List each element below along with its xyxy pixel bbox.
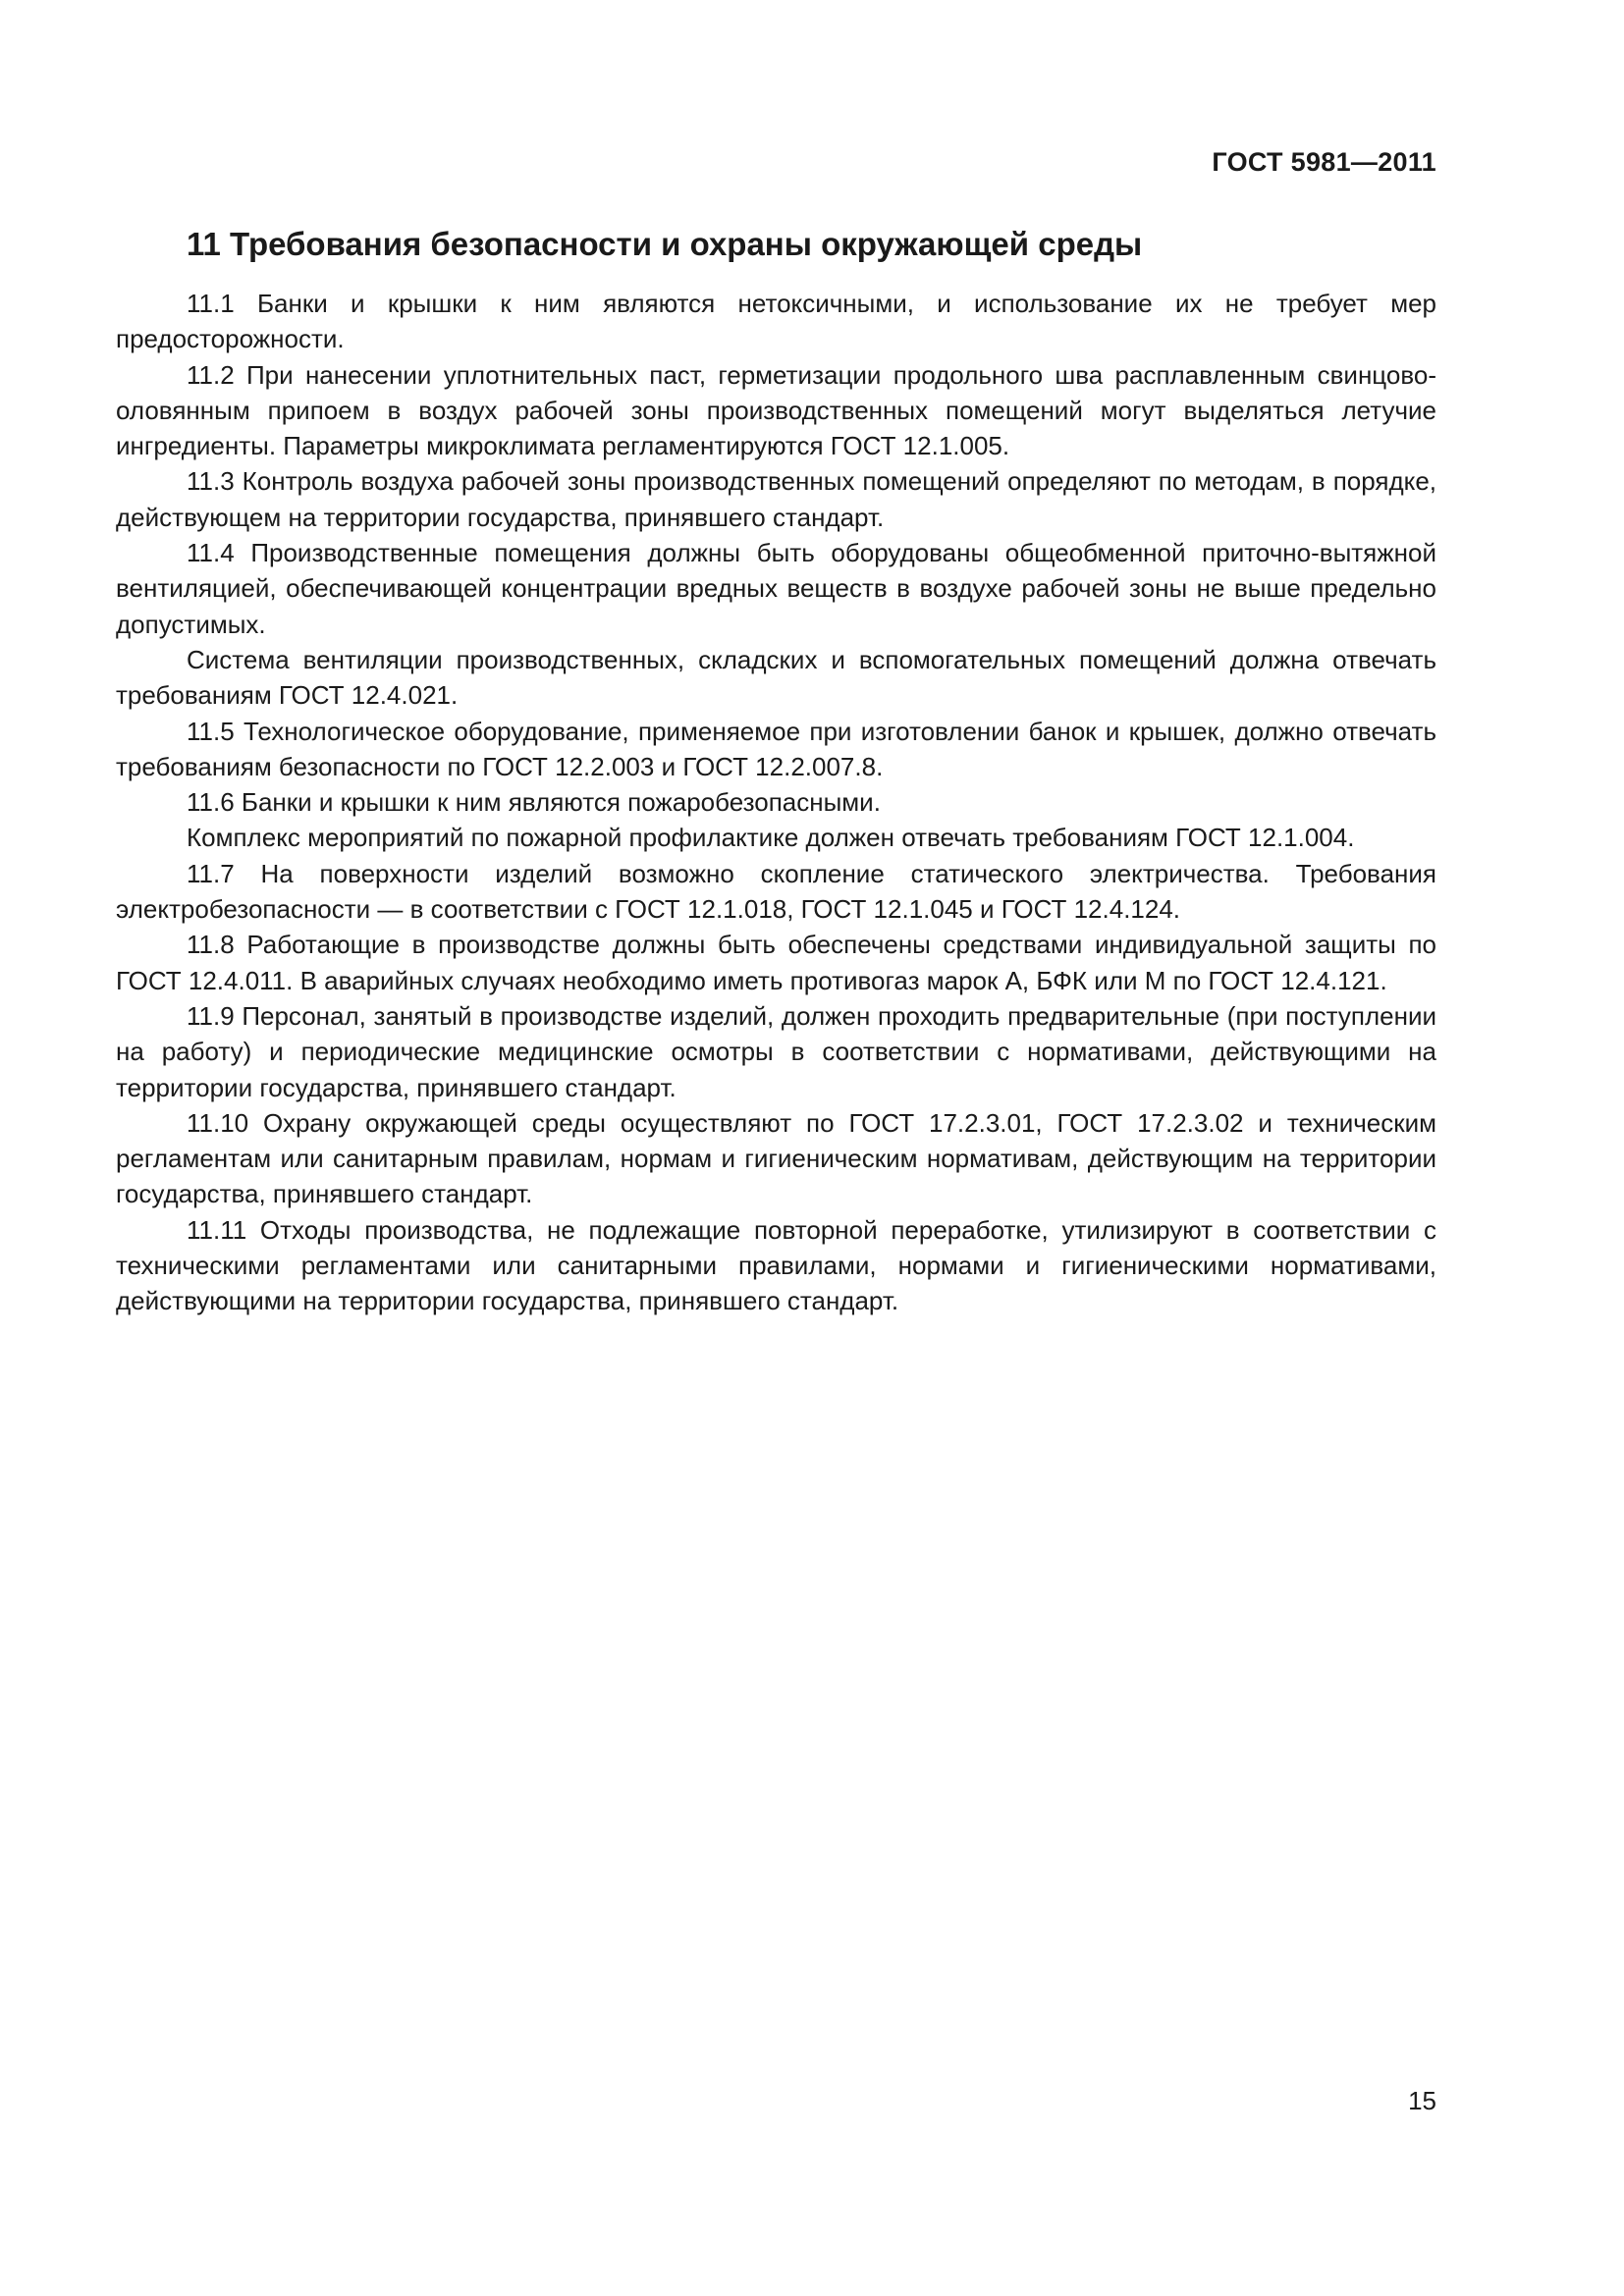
paragraph-11-5: 11.5 Технологическое оборудование, применяемое при изготовлении банок и крышек, должно отвечать требованиям безопасности по ГОСТ 12.2.003 и ГОСТ 12.2.007.8. <box>116 716 1436 781</box>
paragraph-11-3: 11.3 Контроль воздуха рабочей зоны производственных помещений определяют по методам, в порядке, действующем на территории государства, принявшего стандарт. <box>116 466 1436 532</box>
paragraph-11-6-fire: Комплекс мероприятий по пожарной профилактике должен отвечать требованиям ГОСТ 12.1.004. <box>187 823 1355 853</box>
paragraph-11-6: 11.6 Банки и крышки к ним являются пожаробезопасными. <box>187 787 881 818</box>
document-header-code: ГОСТ 5981—2011 <box>1212 147 1436 177</box>
paragraph-11-2: 11.2 При нанесении уплотнительных паст, герметизации продольного шва расплавленным свинцово-оловянным припоем в воздух рабочей зоны производственных помещений могут выделяться летучие ингредиенты. Параметры микроклимата регламентируются ГОСТ 12.1.005. <box>116 359 1436 461</box>
paragraph-11-8: 11.8 Работающие в производстве должны быть обеспечены средствами индивидуальной защиты по ГОСТ 12.4.011. В аварийных случаях необходимо иметь противогаз марок А, БФК или М по ГОСТ 12.4.121. <box>116 930 1436 995</box>
paragraph-11-11: 11.11 Отходы производства, не подлежащие повторной переработке, утилизируют в соответствии с техническими регламентами или санитарными правилами, нормами и гигиеническими нормативами, действующими на территории государства, принявшего стандарт. <box>116 1214 1436 1316</box>
section-title: 11 Требования безопасности и охраны окружающей среды <box>187 226 1143 262</box>
paragraph-11-7: 11.7 На поверхности изделий возможно скопление статического электричества. Требования электробезопасности — в соответствии с ГОСТ 12.1.018, ГОСТ 12.1.045 и ГОСТ 12.4.124. <box>116 858 1436 925</box>
paragraph-11-4-ventilation: Система вентиляции производственных, складских и вспомогательных помещений должна отвечать требованиям ГОСТ 12.4.021. <box>116 644 1436 711</box>
paragraph-11-10: 11.10 Охрану окружающей среды осуществляют по ГОСТ 17.2.3.01, ГОСТ 17.2.3.02 и техническим регламентам или санитарным правилам, нормам и гигиеническим нормативам, действующим на территории государства, принявшего стандарт. <box>116 1107 1436 1209</box>
paragraph-11-1: 11.1 Банки и крышки к ним являются нетоксичными, и использование их не требует мер предосторожности. <box>116 289 1436 354</box>
paragraph-11-4: 11.4 Производственные помещения должны быть оборудованы общеобменной приточно-вытяжной вентиляцией, обеспечивающей концентрации вредных веществ в воздухе рабочей зоны не выше предельно допустимых. <box>116 538 1436 639</box>
paragraph-11-9: 11.9 Персонал, занятый в производстве изделий, должен проходить предварительные (при поступлении на работу) и периодические медицинские осмотры в соответствии с нормативами, действующими на территории государства, принявшего стандарт. <box>116 1000 1436 1102</box>
section-body <box>116 286 1436 1319</box>
page-number: 15 <box>1408 2086 1436 2115</box>
